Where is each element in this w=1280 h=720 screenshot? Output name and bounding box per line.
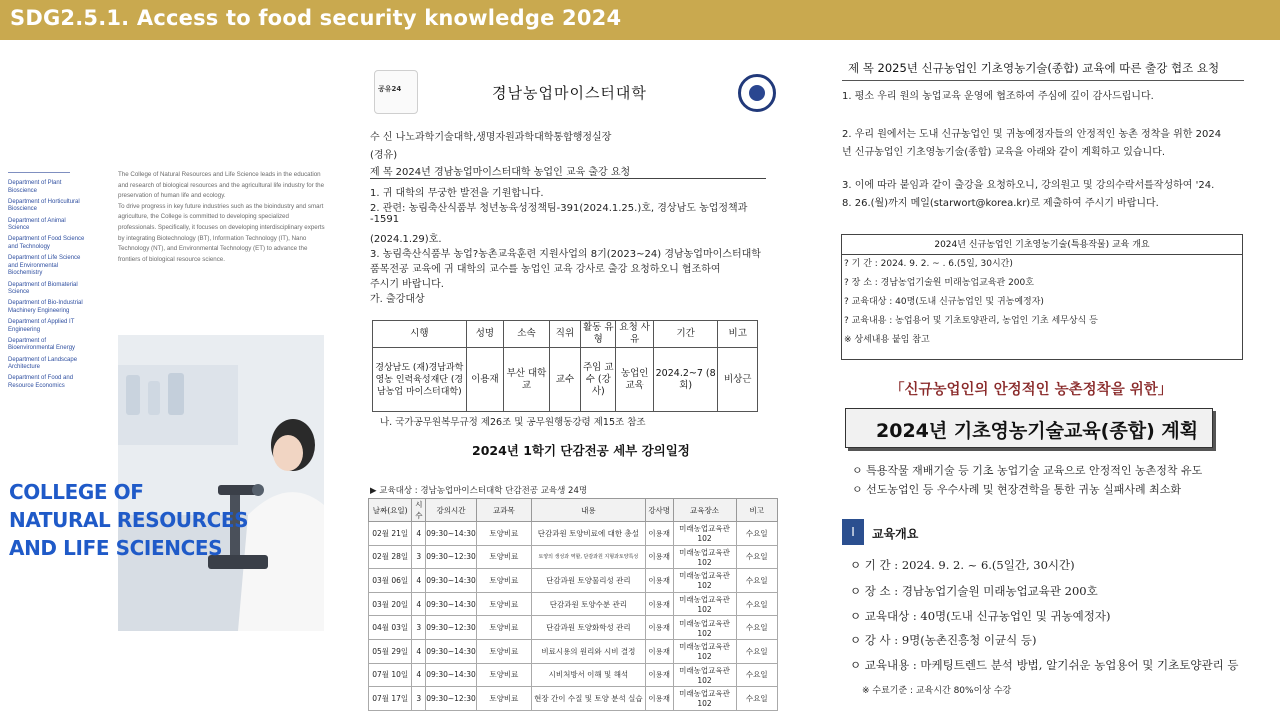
department-rule [8,172,70,173]
college-brochure [0,160,330,635]
overview-item: ※ 상세내용 붙임 참고 [844,335,930,345]
table-cell: 04월 03일 [369,616,412,640]
table-header-row [369,499,778,522]
table-cell: 07월 17일 [369,687,412,711]
table-cell: 4 [412,592,426,616]
department-item: Department of Bio-Industrial Machinery Engineering [8,300,83,314]
column-header: 비고 [718,321,758,348]
recipient-line: 수 신 나노과학기술대학,생명자원과학대학통합행정실장 [370,132,612,143]
slide-title: SDG2.5.1. Access to food security knowledge 2024 [10,6,622,30]
body-line: 2. 관련: 농림축산식품부 청년농육성정책팀-391(2024.1.25.)호, 경상남도 농업정책과 [370,203,748,214]
body-line: (2024.1.29)호. [370,234,442,245]
table-row [369,545,778,569]
table-row [369,687,778,711]
column-header: 교육장소 [673,499,736,522]
department-item: Department of Animal Science [8,217,66,232]
university-emblem-icon [738,74,776,112]
table-cell: 토양비료 [476,616,531,640]
body-paragraph: 8. 26.(월)까지 메일(starwort@korea.kr)로 제출하여 주시기 바랍니다. [842,198,1159,209]
section-title: 교육개요 [872,527,919,541]
department-list [8,180,86,394]
table-cell: 부산 대학교 [504,348,550,412]
column-header: 시수 [412,499,426,522]
table-cell: 03월 06일 [369,569,412,593]
table-cell: 토양비료 [476,663,531,687]
department-item: Department of Biomaterial Science [8,281,78,296]
table-row [369,569,778,593]
department-item: Department of Life Science and Environmental Biochemistry [8,255,81,277]
table-cell: 토양비료 [476,592,531,616]
table-cell: 09:30~14:30 [426,569,477,593]
table-cell: 수요일 [736,663,777,687]
column-header: 교과목 [476,499,531,522]
table-cell: 이용재 [645,569,673,593]
table-cell: 수요일 [736,616,777,640]
detail-item: ㅇ 기 간 : 2024. 9. 2. ~ 6.(5일간, 30시간) [850,558,1075,572]
table-cell: 시비처방서 이해 및 해석 [531,663,645,687]
table-cell: 09:30~14:30 [426,592,477,616]
completion-note: ※ 수료기준 : 교육시간 80%이상 수강 [862,686,1012,696]
column-header: 날짜(요일) [369,499,412,522]
department-item: Department of Plant Bioscience [8,180,62,194]
table-cell: 수요일 [736,522,777,546]
table-cell: 4 [412,663,426,687]
plan-goal: ㅇ 선도농업인 등 우수사례 및 현장견학을 통한 귀농 실패사례 최소화 [852,483,1181,496]
table-cell: 03월 20일 [369,592,412,616]
table-cell: 3 [412,545,426,569]
education-overview-box [841,234,1243,360]
body-line: 주시기 바랍니다. [370,279,444,290]
table-cell: 이용재 [645,522,673,546]
column-header: 비고 [736,499,777,522]
table-cell: 토양비료 [476,522,531,546]
table-cell: 교수 [549,348,580,412]
body-paragraph: 1. 평소 우리 원의 농업교육 운영에 협조하여 주심에 깊이 감사드립니다. [842,91,1154,102]
table-cell: 09:30~14:30 [426,663,477,687]
department-item: Department of Landscape Architecture [8,356,78,371]
overview-item: ? 기 간 : 2024. 9. 2. ~ . 6.(5일, 30시간) [844,259,1013,269]
table-cell: 수요일 [736,687,777,711]
table-cell: 수요일 [736,569,777,593]
table-cell: 이용재 [645,639,673,663]
table-cell: 단감과원 토양물리성 관리 [531,569,645,593]
college-title-line: AND LIFE SCIENCES [9,536,223,560]
body-paragraph: 년 신규농업인 기초영농기술(종합) 교육을 아래와 같이 계획하고 있습니다. [842,147,1166,158]
table-row [369,592,778,616]
lecturer-table [372,320,758,412]
table-cell: 토양비료 [476,545,531,569]
body-line: 3. 농림축산식품부 농업?농촌교육훈련 지원사업의 8기(2023~24) 경남농업마이스터대학 [370,249,761,260]
college-title-line: NATURAL RESOURCES [9,508,249,532]
schedule-title: 2024년 1학기 단감전공 세부 강의일정 [472,443,690,458]
table-cell: 09:30~12:30 [426,687,477,711]
header-bar [0,0,1280,40]
gov24-logo-text: 공유24 [378,85,402,93]
table-cell: 단감과원 토양화학성 관리 [531,616,645,640]
detail-item: ㅇ 장 소 : 경남농업기술원 미래농업교육관 200호 [850,584,1098,598]
table-cell: 4 [412,639,426,663]
plan-goal: ㅇ 특용작물 재배기술 등 기초 농업기술 교육으로 안정적인 농촌정착 유도 [852,464,1203,477]
body-line: 1. 귀 대학의 무궁한 발전을 기원합니다. [370,188,544,199]
table-cell: 토양의 생성과 역할, 단감과원 지형과토양특성 [531,545,645,569]
table-row [369,616,778,640]
table-row [369,522,778,546]
column-header: 직위 [549,321,580,348]
column-header: 활동 유형 [581,321,616,348]
regulation-footnote: 나. 국가공무원복무규정 제26조 및 공무원행동강령 제15조 참조 [380,417,646,428]
table-cell: 02월 28일 [369,545,412,569]
table-cell: 미래농업교육관102 [673,639,736,663]
table-cell: 이용재 [645,592,673,616]
table-cell: 토양비료 [476,569,531,593]
lecture-request-document [360,62,780,428]
table-header-row [373,321,758,348]
table-cell: 미래농업교육관102 [673,569,736,593]
table-cell: 미래농업교육관102 [673,592,736,616]
department-item: Department of Food and Resource Economics [8,375,74,389]
overview-title: 2024년 신규농업인 기초영농기술(특용작물) 교육 개요 [842,235,1242,255]
lecture-schedule-table [368,498,778,711]
table-cell: 07월 10일 [369,663,412,687]
issuing-institution: 경남농업마이스터대학 [492,84,647,102]
divider [370,178,766,179]
table-cell: 이용재 [466,348,503,412]
overview-item: ? 교육내용 : 농업용어 및 기초토양관리, 농업인 기초 세무상식 등 [844,316,1098,326]
table-cell: 미래농업교육관102 [673,663,736,687]
gov24-logo [374,70,418,114]
body-paragraph: 2. 우리 원에서는 도내 신규농업인 및 귀농예정자들의 안정적인 농촌 정착을 위한 2024 [842,129,1222,140]
table-cell: 이용재 [645,663,673,687]
column-header: 기간 [653,321,718,348]
table-cell: 현장 간이 수질 및 토양 분석 실습 [531,687,645,711]
college-title-line: COLLEGE OF [9,480,144,504]
table-cell: 09:30~12:30 [426,545,477,569]
department-item: Department of Horticultural Bioscience [8,198,80,213]
plan-subtitle: 「신규농업인의 안정적인 농촌정착을 위한」 [890,382,1173,398]
table-cell: 이용재 [645,545,673,569]
detail-item: ㅇ 교육내용 : 마케팅트렌드 분석 방법, 알기쉬운 농업용어 및 기초토양관리 등 [850,658,1239,672]
table-cell: 미래농업교육관102 [673,522,736,546]
table-cell: 비료시용의 원리와 시비 결정 [531,639,645,663]
table-cell: 토양비료 [476,687,531,711]
column-header: 소속 [504,321,550,348]
via-line: (경유) [370,150,398,161]
college-title [9,478,248,562]
section-number-badge: Ⅰ [842,519,864,545]
department-item: Department of Applied IT Engineering [8,319,75,333]
plan-title: 2024년 기초영농기술교육(종합) 계획 [876,420,1199,442]
right-subject-line: 제 목 2025년 신규농업인 기초영농기술(종합) 교육에 따른 출강 협조 요청 [848,61,1220,75]
body-line: -1591 [370,214,400,225]
table-cell: 09:30~14:30 [426,639,477,663]
table-cell: 단감과원 토양수분 관리 [531,592,645,616]
table-cell: 미래농업교육관102 [673,616,736,640]
table-cell: 09:30~14:30 [426,522,477,546]
body-line: 품목전공 교육에 귀 대학의 교수를 농업인 교육 강사로 출강 요청하오니 협조하여 [370,264,721,275]
overview-item: ? 장 소 : 경남농업기술원 미래농업교육관 200호 [844,278,1034,288]
table-row [369,663,778,687]
table-row [369,639,778,663]
table-cell: 주임 교수 (강사) [581,348,616,412]
table-cell: 4 [412,522,426,546]
table-cell: 미래농업교육관102 [673,545,736,569]
column-header: 강의시간 [426,499,477,522]
table-cell: 이용재 [645,616,673,640]
table-cell: 수요일 [736,639,777,663]
column-header: 성명 [466,321,503,348]
table-cell: 4 [412,569,426,593]
table-cell: 05월 29일 [369,639,412,663]
column-header: 내용 [531,499,645,522]
table-cell: 단감과원 토양비료에 대한 총설 [531,522,645,546]
detail-item: ㅇ 강 사 : 9명(농촌진흥청 이균식 등) [850,633,1037,647]
college-intro [118,170,326,265]
column-header: 요청 사유 [616,321,653,348]
schedule-target: ▶ 교육대상 : 경남농업마이스터대학 단감전공 교육생 24명 [370,486,588,496]
overview-item: ? 교육대상 : 40명(도내 신규농업인 및 귀농예정자) [844,297,1044,307]
body-paragraph: 3. 이에 따라 붙임과 같이 출강을 요청하오니, 강의원고 및 강의수락서를작성하여 '24. [842,180,1215,191]
table-cell: 수요일 [736,545,777,569]
table-cell: 이용재 [645,687,673,711]
table-cell: 미래농업교육관102 [673,687,736,711]
intro-paragraph: To drive progress in key future industries such as the bioindustry and smart agriculture, the College is committed to developing specialized professionals. Specifically, it focuses on developing interdisciplinary experts by integrating Biotechnology (BT), Information Technology (IT), Nano Technology (NT), and Environmental Technology (ET) to advance the frontiers of biological resource science. [118,202,325,263]
divider [842,80,1244,81]
department-item: Department of Bioenvironmental Energy [8,337,76,352]
table-cell: 농업인 교육 [616,348,653,412]
table-cell: 비상근 [718,348,758,412]
table-cell: 토양비료 [476,639,531,663]
table-cell: 09:30~12:30 [426,616,477,640]
column-header: 시행 [373,321,467,348]
table-cell: 경상남도 (재)경남과학영농 인력육성재단 (경남농업 마이스터대학) [373,348,467,412]
table-cell: 2024.2~7 (8회) [653,348,718,412]
column-header: 강사명 [645,499,673,522]
table-cell: 02월 21일 [369,522,412,546]
department-item: Department of Food Science and Technology [8,236,85,250]
table-cell: 3 [412,616,426,640]
plan-title-banner [845,408,1213,448]
intro-paragraph: The College of Natural Resources and Life Science leads in the education and research of biological resources and the agricultural life industry for the preservation of human life and ecology. [118,171,325,200]
table-cell: 수요일 [736,592,777,616]
subject-line: 제 목 2024년 경남농업마이스터대학 농업인 교육 출강 요청 [370,167,631,178]
table-cell: 3 [412,687,426,711]
detail-item: ㅇ 교육대상 : 40명(도내 신규농업인 및 귀농예정자) [850,609,1111,623]
body-line: 가. 출강대상 [370,294,425,305]
table-row [373,348,758,412]
